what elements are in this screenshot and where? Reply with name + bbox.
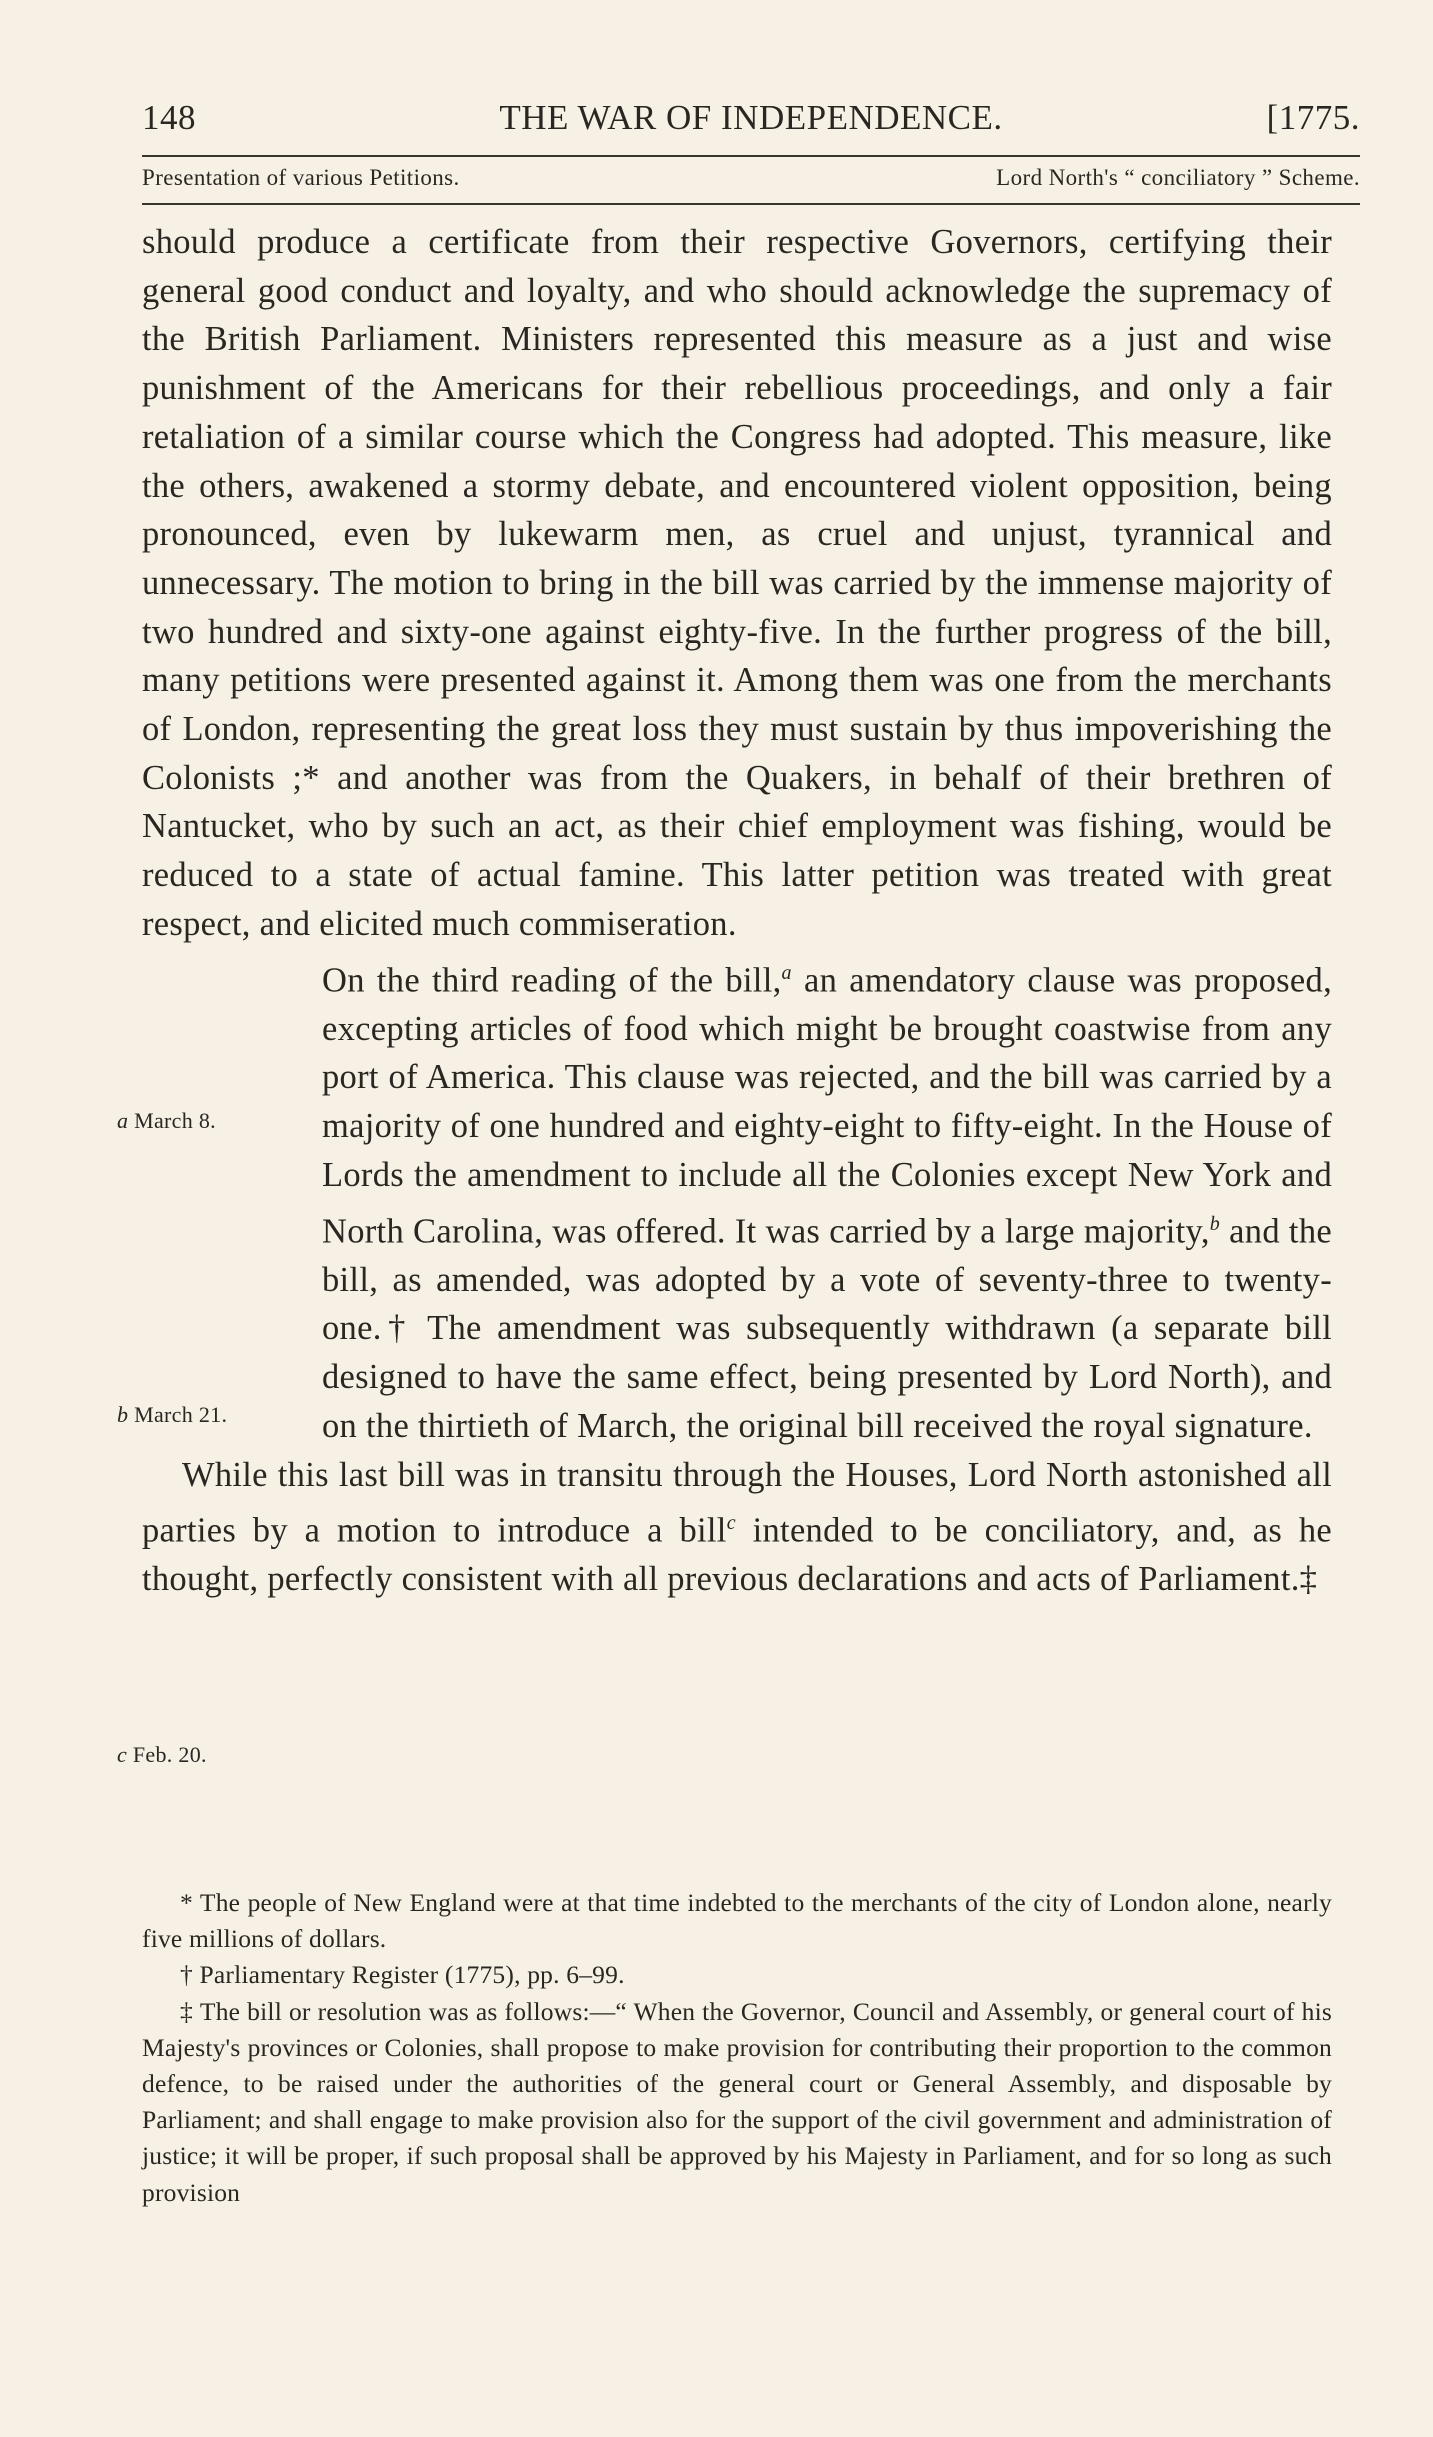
margin-note-c-text: Feb. 20. — [132, 1742, 207, 1767]
paragraph-1: should produce a certificate from their respective Governors, certifying their general good conduct and loyalty, and who should acknowledge the supremacy of the British Parliament. Ministers represented this measure as a just and wise punishment of the Americans for their rebellious proceedings, and only a fair retaliation of a similar course which the Congress had adopted. This measure, like the others, awakened a stormy debate, and encountered violent opposition, being pronounced, even by lukewarm men, as cruel and unjust, tyrannical and unnecessary. The motion to bring in the bill was carried by the immense majority of two hundred and sixty-one against eighty-five. In the further progress of the bill, many petitions were presented against it. Among them was one from the merchants of London, representing the great loss they must sustain by thus impoverishing the Colonists ;* and another was from the Quakers, in behalf of their brethren of Nantucket, who by such an act, as their chief employment was fishing, would be reduced to a state of actual famine. This latter petition was treated with great respect, and elicited much commiseration. — [142, 223, 1332, 943]
paragraph-2-text-b: an amendatory clause was proposed, excepting articles of food which might be brought coastwise from any port of America. This clause was rejected, and the bill was carried by a majority of one hundred and eighty-eight to fifty-eight. In the House of Lords the amendment to include all the Colonies except New York and North Carolina, was offered. It was carried by a large majority, — [322, 961, 1332, 1251]
footnote-rule — [142, 1865, 262, 1866]
running-year: [1775. — [1266, 98, 1360, 137]
footnote-star: * The people of New England were at that time indebted to the merchants of the city of London alone, nearly five millions of dollars. — [142, 1888, 1332, 1954]
margin-note-b — [117, 1402, 227, 1428]
footnote-ref-b: b — [1209, 1212, 1221, 1235]
paragraph-2 — [142, 949, 1332, 1451]
subheader-right: Lord North's “ conciliatory ” Scheme. — [996, 165, 1360, 190]
subheader — [142, 165, 1360, 201]
footnote-double-dagger: ‡ The bill or resolution was as follows:—“ When the Governor, Council and Assembly, or general court of his Majesty's provinces or Colonies, shall propose to make provision for contributing their proportion to the common defence, to be raised under the authorities of the general court or General Assembly, and disposable by Parliament; and shall engage to make provision also for the support of the civil government and administration of justice; it will be proper, if such proposal shall be approved by his Majesty in Parliament, and for so long as such provision — [142, 1996, 1332, 2207]
page-number: 148 — [142, 98, 196, 137]
margin-note-a — [117, 1108, 216, 1134]
paragraph-2-text-a: On the third reading of the bill, — [322, 961, 782, 1000]
running-head — [142, 98, 1360, 150]
paragraph-3-text-a: While this last bill was in transitu through the Houses, Lord North astonished all parties by a motion to introduce a bill — [142, 1455, 1332, 1550]
paragraph-3 — [142, 1451, 1332, 1605]
running-title: THE WAR OF INDEPENDENCE. — [499, 98, 1003, 137]
paragraph-3-text-b: intended to be conciliatory, and, as he thought, perfectly consistent with all previous declarations and acts of Parliament.‡ — [142, 1511, 1332, 1599]
body-text — [142, 218, 1332, 1604]
margin-note-a-letter: a — [117, 1108, 129, 1133]
subheader-left: Presentation of various Petitions. — [142, 165, 460, 190]
footnote-dagger: † Parliamentary Register (1775), pp. 6–99. — [180, 1960, 625, 1990]
margin-note-c-letter: c — [117, 1742, 128, 1767]
margin-note-c — [117, 1742, 207, 1768]
margin-note-b-text: March 21. — [134, 1402, 228, 1427]
margin-note-b-letter: b — [117, 1402, 129, 1427]
footnote-ref-c: c — [726, 1512, 736, 1535]
paragraph-2-text-c: and the bill, as amended, was adopted by a vote of seventy-three to twenty-one.† The amendment was subsequently withdrawn (a separate bill designed to have the same effect, being presented by Lord North), and on the thirtieth of March, the original bill received the royal signature. — [322, 1212, 1332, 1445]
footnotes — [142, 1885, 1332, 2211]
header-rule-top — [142, 155, 1360, 157]
margin-note-a-text: March 8. — [134, 1108, 216, 1133]
header-rule-bottom — [142, 203, 1360, 205]
footnote-ref-a: a — [781, 961, 792, 984]
